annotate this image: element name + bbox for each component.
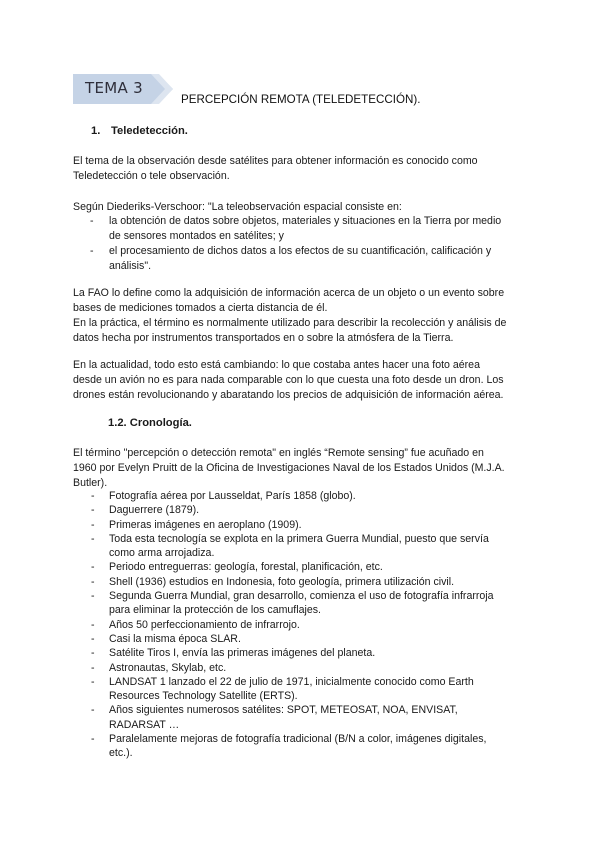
section-1-heading [91,125,188,137]
dash-bullet: - [91,704,95,717]
text-line: etc.). [109,747,133,760]
text-line: Shell (1936) estudios en Indonesia, foto geología, primera utilización civil. [109,575,455,588]
text-line: Astronautas, Skylab, etc. [109,661,227,674]
text-line: Teledetección o tele observación. [73,170,230,182]
section-1-2-heading: 1.2. Cronología. [108,417,192,429]
text-line: Fotografía aérea por Lausseldat, París 1858 (globo). [109,490,356,502]
dash-bullet: - [91,661,95,674]
text-line: Satélite Tiros I, envía las primeras imágenes del planeta. [109,647,376,660]
text-line: la obtención de datos sobre objetos, materiales y situaciones en la Tierra por medio [109,215,502,227]
cronologia-item [91,703,531,732]
dash-bullet: - [91,561,95,574]
text-line: Periodo entreguerras: geología, forestal, planificación, etc. [109,561,383,574]
list-item [90,244,530,274]
cronologia-item [91,518,531,532]
text-line: el procesamiento de dichos datos a los efectos de su cuantificación, calificación y [109,245,492,257]
text-line: Primeras imágenes en aeroplano (1909). [109,518,302,531]
text-line: Segunda Guerra Mundial, gran desarrollo, comienza el uso de fotografía infrarroja [109,590,494,603]
cronologia-item [91,661,531,675]
dash-bullet: - [91,504,95,517]
text-line: de sensores montados en satélites; y [109,230,284,242]
dash-bullet: - [91,675,95,688]
text-line: RADARSAT … [109,718,180,731]
text-line: Resources Technology Satellite (ERTS). [109,690,298,703]
tema-badge [73,74,173,104]
list-item [90,214,530,244]
cronologia-item [91,575,531,589]
text-line: Según Diederiks-Verschoor: "La teleobservación espacial consiste en: [73,201,402,213]
dash-bullet: - [91,575,95,588]
section-1-number: 1. [91,125,101,137]
dash-bullet: - [91,647,95,660]
text-line: Casi la misma época SLAR. [109,632,241,645]
text-line: Años 50 perfeccionamiento de infrarrojo. [109,618,300,631]
cronologia-item [91,675,531,704]
dash-bullet: - [91,490,95,502]
cronologia-item [91,646,531,660]
dash-bullet: - [90,245,94,257]
cronologia-item [91,532,531,561]
text-line: El término "percepción o detección remota" en inglés “Remote sensing” fue acuñado en [73,447,484,459]
text-line: datos hecha por instrumentos transportados en o sobre la atmósfera de la Tierra. [73,332,454,344]
quote-intro [73,200,533,215]
paragraph-actualidad [73,358,533,403]
text-line: análisis". [109,260,152,272]
cronologia-item [91,560,531,574]
quote-list [90,214,530,274]
cronologia-item [91,489,531,503]
text-line: En la actualidad, todo esto está cambiando: lo que costaba antes hacer una foto aérea [73,359,480,371]
dash-bullet: - [91,590,95,603]
cronologia-item [91,618,531,632]
text-line: desde un avión no es para nada comparable con lo que cuesta una foto desde un dron. Los [73,374,504,386]
cronologia-item [91,732,531,761]
cronologia-item [91,589,531,618]
document-title: PERCEPCIÓN REMOTA (TELEDETECCIÓN). [181,93,421,106]
text-line: Toda esta tecnología se explota en la primera Guerra Mundial, puesto que servía [109,532,489,545]
text-line: para eliminar la protección de los camuflajes. [109,604,321,617]
dash-bullet: - [91,632,95,645]
text-line: La FAO lo define como la adquisición de información acerca de un objeto o un evento sobre [73,287,505,299]
text-line: Butler). [73,477,108,489]
paragraph-intro [73,154,533,184]
text-line: LANDSAT 1 lanzado el 22 de julio de 1971, inicialmente conocido como Earth [109,675,474,688]
dash-bullet: - [91,618,95,631]
text-line: El tema de la observación desde satélites para obtener información es conocido como [73,155,478,167]
paragraph-fao [73,286,533,346]
text-line: Paralelamente mejoras de fotografía tradicional (B/N a color, imágenes digitales, [109,733,487,746]
tema-label: TEMA 3 [85,79,143,97]
dash-bullet: - [91,733,95,746]
cronologia-list [91,489,531,761]
text-line: drones están revolucionando y abaratando los precios de adquisición de información aérea. [73,389,504,401]
text-line: 1960 por Evelyn Pruitt de la Oficina de Investigaciones Naval de los Estados Unidos (M.J.A. [73,462,505,474]
text-line: Daguerrere (1879). [109,504,200,517]
dash-bullet: - [91,518,95,531]
text-line: Años siguientes numerosos satélites: SPOT, METEOSAT, NOA, ENVISAT, [109,704,458,717]
paragraph-termino [73,446,533,491]
section-1-title: Teledetección. [111,125,188,137]
dash-bullet: - [90,215,94,227]
text-line: En la práctica, el término es normalmente utilizado para describir la recolección y análisis de [73,317,507,329]
text-line: bases de mediciones tomados a cierta distancia de él. [73,302,328,314]
text-line: como arma arrojadiza. [109,547,215,560]
dash-bullet: - [91,532,95,545]
cronologia-item [91,632,531,646]
cronologia-item [91,503,531,517]
